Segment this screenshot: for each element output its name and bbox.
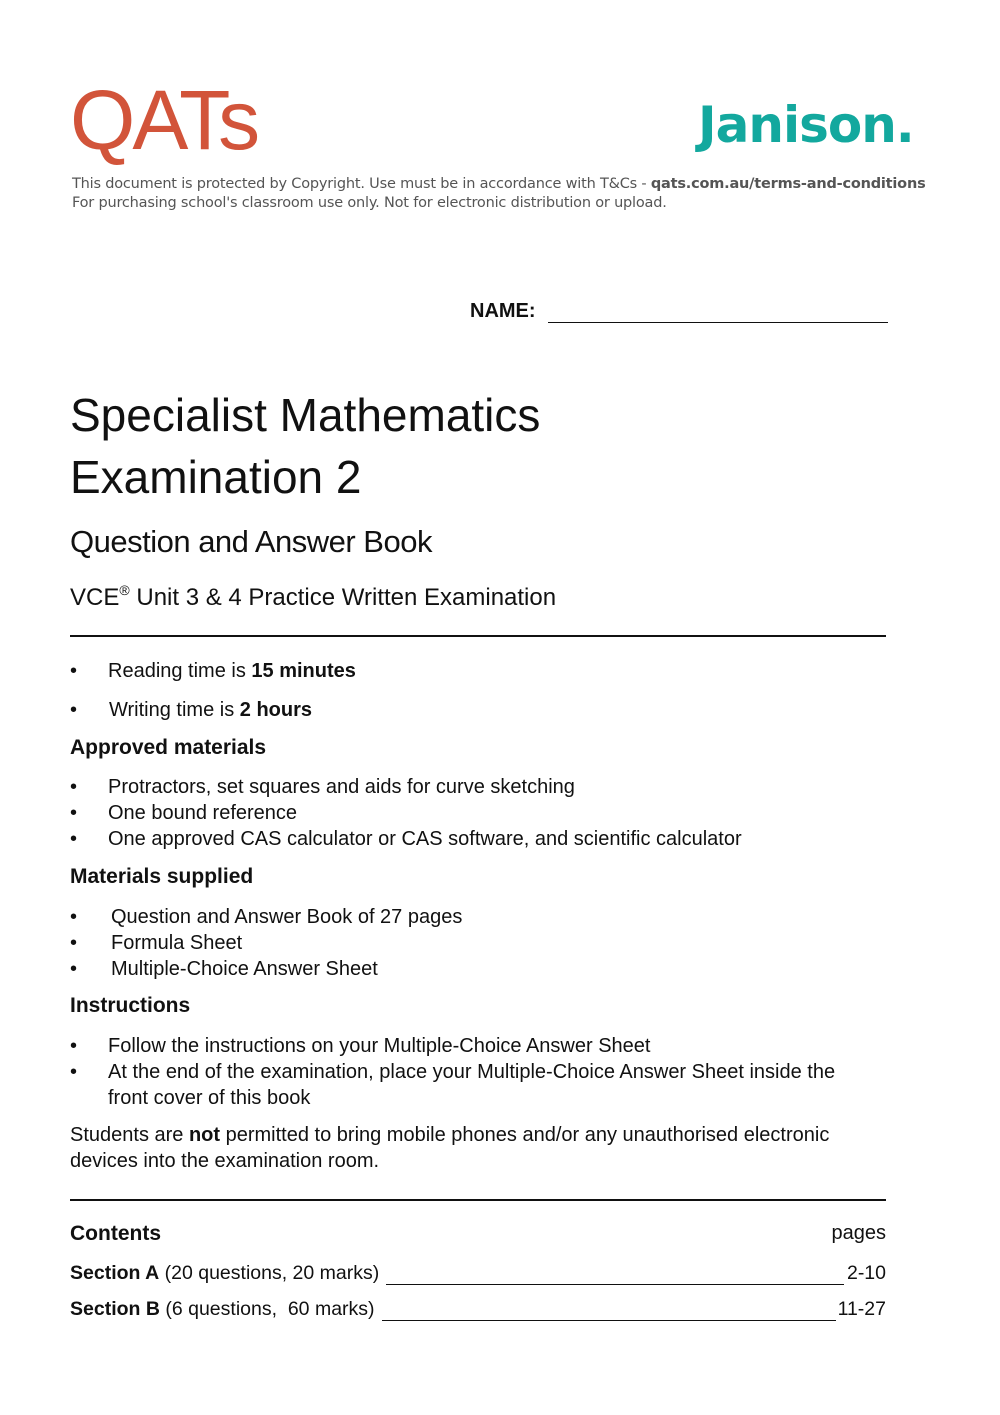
copyright-notice [72,175,952,213]
list-item-text: Formula Sheet [111,932,243,954]
bullet: • [70,776,78,798]
list-item [70,930,886,956]
bullet: • [70,660,78,682]
reading-time-text: Reading time is [108,660,252,682]
section-pages: 11-27 [837,1298,886,1320]
vce-prefix: VCE [70,584,120,611]
reading-time-item [70,658,886,684]
janison-logo: Janison. [698,96,914,154]
qats-logo: QATs [70,73,258,167]
section-name: Section A [70,1262,160,1284]
list-item [70,800,886,826]
instructions-heading: Instructions [70,994,191,1017]
bullet: • [70,1035,78,1057]
title-line-2: Examination 2 [70,451,362,503]
writing-time-value: 2 hours [239,699,313,721]
copyright-text: This document is protected by Copyright. Use must be in accordance with T&Cs - [72,176,651,192]
list-item [70,826,886,852]
divider-top [70,635,886,637]
notice-text-line2: devices into the examination room. [70,1150,380,1172]
vce-suffix: Unit 3 & 4 Practice Written Examination [129,584,557,611]
list-item-text-continued: front cover of this book [108,1087,311,1109]
writing-time-item [70,697,886,723]
bullet: • [70,802,78,824]
divider-bottom [70,1199,886,1201]
device-notice [70,1122,886,1174]
approved-materials-heading: Approved materials [70,736,267,759]
contents-row-section-b [70,1298,886,1324]
list-item [70,956,886,982]
leader-line [382,1320,836,1321]
reading-time-value: 15 minutes [251,660,356,682]
list-item-text: One approved CAS calculator or CAS software, and scientific calculator [108,828,742,850]
page-title [70,384,540,508]
list-item-text: Follow the instructions on your Multiple-Choice Answer Sheet [108,1035,651,1057]
pages-label: pages [831,1222,886,1244]
title-line-1: Specialist Mathematics [70,389,541,441]
bullet: • [70,699,78,721]
bullet: • [70,1061,78,1083]
leader-line [386,1284,844,1285]
contents-heading: Contents [70,1222,161,1245]
exam-description [70,584,556,612]
list-item-text: Multiple-Choice Answer Sheet [111,958,378,980]
list-item-text: At the end of the examination, place your Multiple-Choice Answer Sheet inside the [108,1061,836,1083]
notice-text: Students are [70,1124,189,1146]
notice-text-cont: permitted to bring mobile phones and/or any unauthorised electronic [220,1124,830,1146]
writing-time-text: Writing time is [109,699,240,721]
materials-supplied-heading: Materials supplied [70,865,254,888]
section-name: Section B [70,1298,160,1320]
bullet: • [70,828,78,850]
bullet: • [70,906,78,928]
list-item [70,1033,886,1059]
contents-row-section-a [70,1262,886,1288]
registered-mark: ® [119,582,130,598]
name-field[interactable] [470,296,888,326]
bullet: • [70,958,78,980]
section-detail: (6 questions, 60 marks) [159,1298,375,1320]
copyright-text-line2: For purchasing school's classroom use only. Not for electronic distribution or upload. [72,195,667,211]
list-item [70,904,886,930]
bullet: • [70,932,78,954]
name-label: NAME: [470,300,536,322]
notice-emphasis: not [188,1124,221,1146]
list-item [70,1059,886,1111]
list-item [70,774,886,800]
name-input-line[interactable] [548,322,888,323]
section-pages: 2-10 [846,1262,886,1284]
terms-link[interactable]: qats.com.au/terms-and-conditions [650,176,926,192]
list-item-text: Protractors, set squares and aids for curve sketching [108,776,575,798]
subtitle: Question and Answer Book [70,524,432,559]
list-item-text: One bound reference [108,802,298,824]
list-item-text: Question and Answer Book of 27 pages [111,906,463,928]
section-detail: (20 questions, 20 marks) [159,1262,380,1284]
